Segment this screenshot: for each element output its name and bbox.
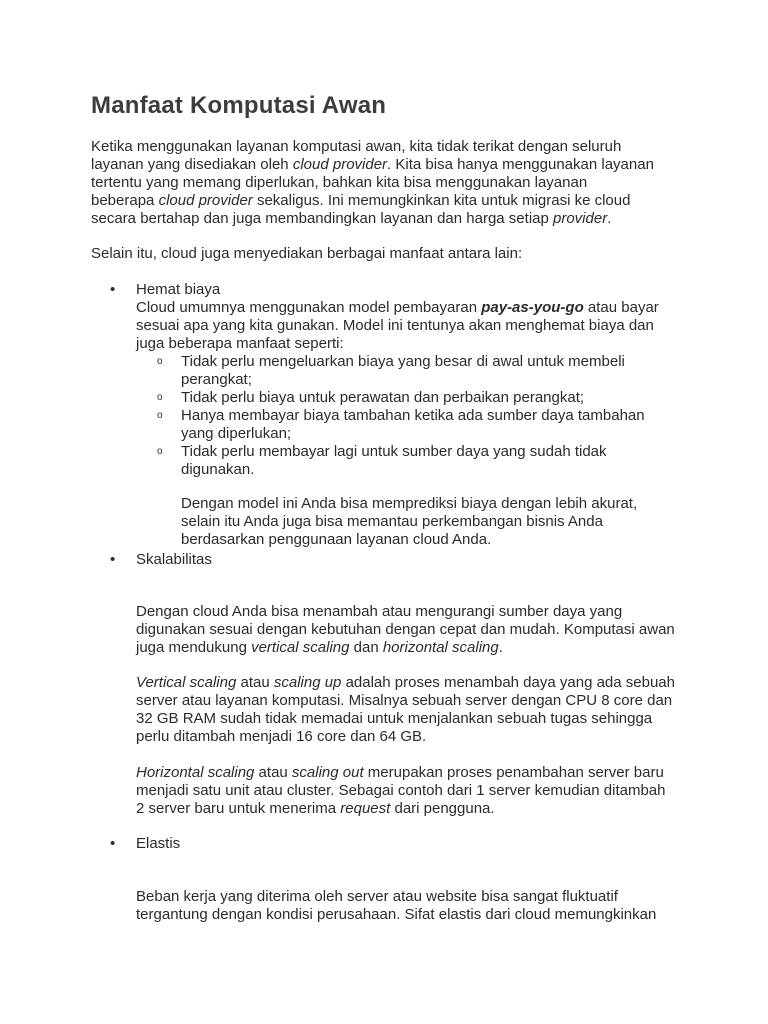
- bullet-marker: •: [110, 835, 116, 852]
- text-line: sesuai apa yang kita gunakan. Model ini tentunya akan menghemat biaya dan: [136, 317, 654, 334]
- text-line: Tidak perlu mengeluarkan biaya yang besar di awal untuk membeli: [181, 353, 625, 370]
- text-span: 2 server baru untuk menerima: [136, 800, 341, 817]
- text-line: [136, 674, 675, 692]
- sub-bullet-marker: o: [157, 392, 163, 403]
- text-span: sekaligus. Ini memungkinkan kita untuk migrasi ke cloud: [252, 192, 631, 209]
- text-span: .: [607, 210, 612, 227]
- italic-term: request: [340, 800, 391, 817]
- text-line: juga beberapa manfaat seperti:: [136, 335, 344, 352]
- text-span: atau bayar: [583, 299, 659, 316]
- text-line: digunakan sesuai dengan kebutuhan dengan cepat dan mudah. Komputasi awan: [136, 621, 675, 638]
- lead-paragraph: [91, 245, 691, 263]
- text-line: Tidak perlu membayar lagi untuk sumber daya yang sudah tidak: [181, 443, 607, 460]
- list-item-heading: Elastis: [136, 835, 181, 852]
- text-line: yang diperlukan;: [181, 425, 292, 442]
- text-span: juga mendukung: [136, 639, 252, 656]
- text-line: [91, 210, 691, 228]
- text-span: atau: [254, 764, 292, 781]
- italic-term: cloud provider: [158, 192, 253, 209]
- text-line: Beban kerja yang diterima oleh server atau website bisa sangat fluktuatif: [136, 888, 618, 905]
- sub-bullet-marker: o: [157, 446, 163, 457]
- text-line: selain itu Anda juga bisa memantau perkembangan bisnis Anda: [181, 513, 603, 530]
- text-span: dari pengguna.: [390, 800, 495, 817]
- bullet-marker: •: [110, 281, 116, 298]
- text-line: tertentu yang memang diperlukan, bahkan kita bisa menggunakan layanan: [91, 174, 588, 191]
- sub-list-item: [181, 443, 607, 479]
- italic-term: Vertical scaling: [136, 674, 237, 691]
- text-line: Dengan model ini Anda bisa memprediksi biaya dengan lebih akurat,: [181, 495, 638, 512]
- text-line: perangkat;: [181, 371, 252, 388]
- text-line: 32 GB RAM sudah tidak memadai untuk menjalankan sebuah tugas sehingga: [136, 710, 653, 727]
- text-line: server atau layanan komputasi. Misalnya sebuah server dengan CPU 8 core dan: [136, 692, 673, 709]
- text-span: secara bertahap dan juga membandingkan layanan dan harga setiap: [91, 210, 553, 227]
- text-line: perlu ditambah menjadi 16 core dan 64 GB.: [136, 728, 427, 745]
- text-line: digunakan.: [181, 461, 255, 478]
- hemat-closing-paragraph: [181, 495, 637, 549]
- text-line: menjadi satu unit atau cluster. Sebagai contoh dari 1 server kemudian ditambah: [136, 782, 666, 799]
- sub-list-item: [181, 389, 584, 407]
- text-line: Tidak perlu biaya untuk perawatan dan perbaikan perangkat;: [181, 389, 585, 406]
- bullet-marker: •: [110, 551, 116, 568]
- sub-bullet-marker: o: [157, 356, 163, 367]
- text-span: dan: [349, 639, 383, 656]
- italic-term: cloud provider: [292, 156, 388, 173]
- text-line: Ketika menggunakan layanan komputasi awan, kita tidak terikat dengan seluruh: [91, 138, 622, 155]
- list-item-heading: Skalabilitas: [136, 551, 212, 568]
- elastis-paragraph: [136, 888, 656, 924]
- text-line: Dengan cloud Anda bisa menambah atau mengurangi sumber daya yang: [136, 603, 623, 620]
- list-item-hemat-biaya: [136, 281, 696, 353]
- text-span: atau: [236, 674, 274, 691]
- skala-paragraph-1: [136, 603, 675, 657]
- text-span: adalah proses menambah daya yang ada sebuah: [341, 674, 675, 691]
- text-span: merupakan proses penambahan server baru: [363, 764, 664, 781]
- text-line: [91, 156, 691, 174]
- italic-term: provider: [553, 210, 608, 227]
- text-line: [136, 299, 696, 317]
- skala-paragraph-2: [136, 674, 675, 746]
- bold-italic-term: pay-as-you-go: [481, 299, 584, 316]
- intro-paragraph: [91, 138, 691, 228]
- text-line: [136, 764, 665, 782]
- page-title: Manfaat Komputasi Awan: [91, 92, 387, 119]
- list-item-elastis: [136, 835, 180, 853]
- text-line: Selain itu, cloud juga menyediakan berbagai manfaat antara lain:: [91, 245, 523, 262]
- text-span: . Kita bisa hanya menggunakan layanan: [387, 156, 654, 173]
- text-line: tergantung dengan kondisi perusahaan. Sifat elastis dari cloud memungkinkan: [136, 906, 657, 923]
- sub-list-item: [181, 407, 645, 443]
- skala-paragraph-3: [136, 764, 665, 818]
- italic-term: Horizontal scaling: [136, 764, 255, 781]
- list-item-skalabilitas: [136, 551, 212, 569]
- sub-list-item: [181, 353, 625, 389]
- italic-term: scaling up: [273, 674, 342, 691]
- text-line: [136, 639, 675, 657]
- text-span: Cloud umumnya menggunakan model pembayaran: [136, 299, 482, 316]
- list-item-heading: Hemat biaya: [136, 281, 221, 298]
- text-line: Hanya membayar biaya tambahan ketika ada sumber daya tambahan: [181, 407, 645, 424]
- text-span: layanan yang disediakan oleh: [91, 156, 293, 173]
- text-span: beberapa: [91, 192, 159, 209]
- text-span: .: [498, 639, 503, 656]
- italic-term: horizontal scaling: [382, 639, 499, 656]
- text-line: [91, 192, 691, 210]
- text-line: [136, 800, 665, 818]
- italic-term: scaling out: [291, 764, 364, 781]
- italic-term: vertical scaling: [251, 639, 350, 656]
- sub-bullet-marker: o: [157, 410, 163, 421]
- text-line: berdasarkan penggunaan layanan cloud Anda.: [181, 531, 492, 548]
